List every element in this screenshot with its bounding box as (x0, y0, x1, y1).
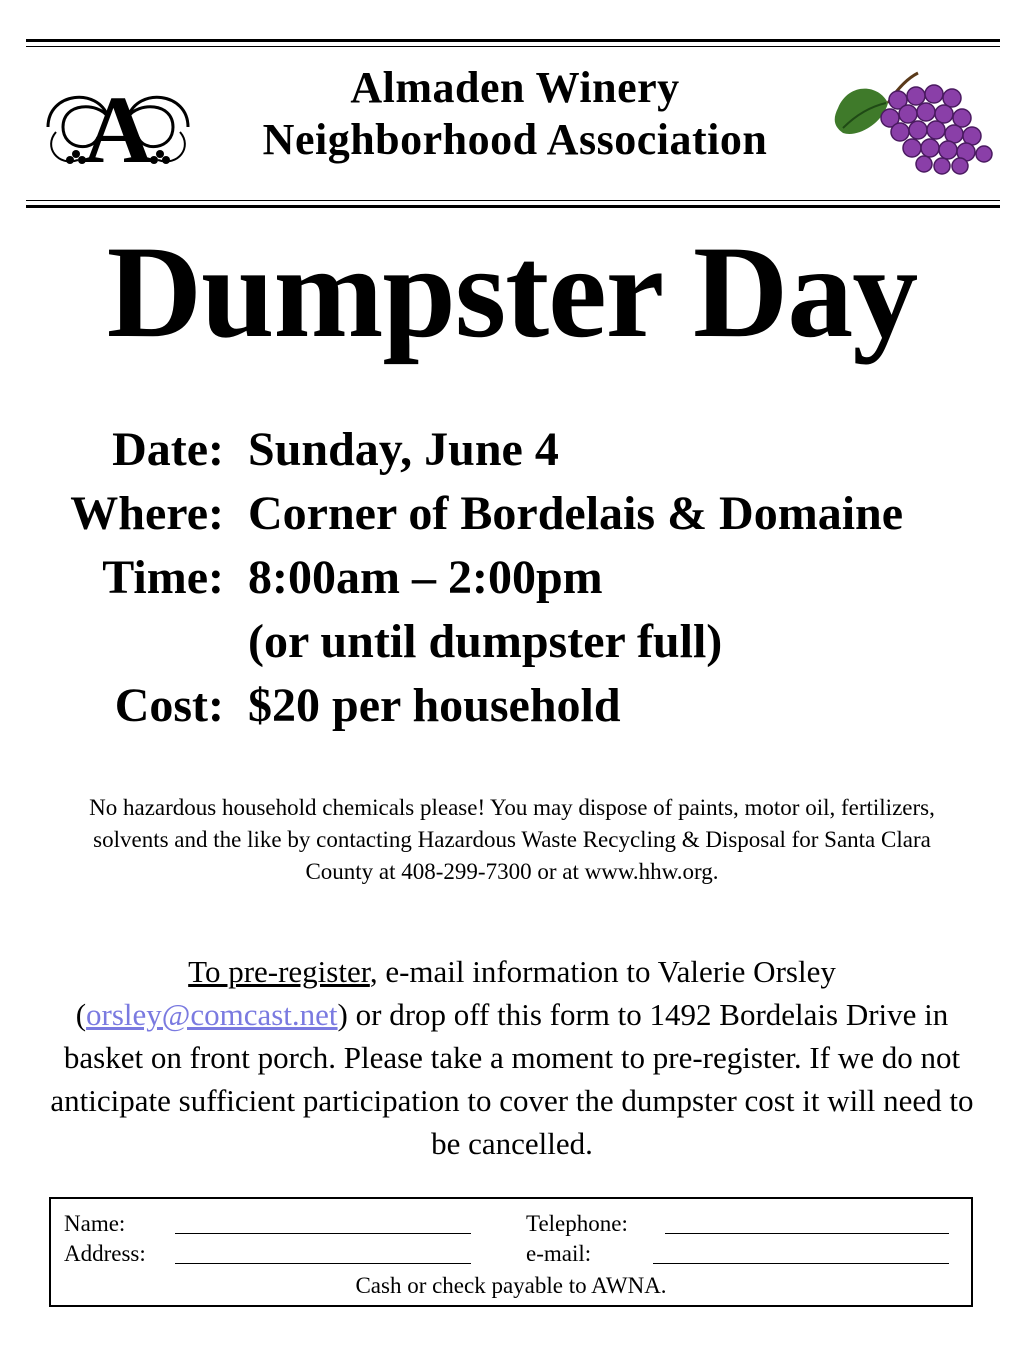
detail-row-date (0, 418, 1024, 482)
detail-label: Cost: (114, 679, 224, 732)
detail-value: Sunday, June 4 (248, 423, 559, 476)
detail-row-where (0, 482, 1024, 546)
org-name (205, 62, 825, 166)
preregister-paragraph (50, 950, 974, 1165)
detail-value: $20 per household (248, 679, 621, 732)
address-field[interactable] (175, 1263, 471, 1264)
detail-value: (or until dumpster full) (248, 615, 723, 668)
payment-note: Cash or check payable to AWNA. (355, 1273, 667, 1298)
detail-value: 8:00am – 2:00pm (248, 551, 603, 604)
preregister-lead: To pre-register (188, 954, 370, 989)
org-name-line1: Almaden Winery (350, 63, 680, 112)
association-logo-icon (38, 72, 198, 182)
email-label: e-mail: (526, 1241, 592, 1266)
detail-label: Time: (102, 551, 224, 604)
detail-label: Date: (112, 423, 224, 476)
preregister-text-2: ) or drop off this form to 1492 Bordelais Drive in basket on front porch. Please take a moment to pre-register. If we do not anticipate sufficient participation to cover the dumpster cost it will need to be cancelled. (50, 997, 974, 1161)
name-label: Name: (64, 1211, 126, 1236)
logo-letter: A (83, 76, 153, 182)
top-rule-thick (26, 39, 1000, 42)
detail-row-cost (0, 674, 1024, 738)
email-field[interactable] (653, 1263, 949, 1264)
detail-row-time (0, 546, 1024, 610)
detail-row-time-note (0, 610, 1024, 674)
header-rule-thin (26, 200, 1000, 201)
name-field[interactable] (175, 1233, 471, 1234)
org-name-line2: Neighborhood Association (262, 115, 768, 164)
preregister-text-1: , e-mail information to Valerie Orsley ( (75, 954, 836, 1032)
telephone-field[interactable] (665, 1233, 949, 1234)
address-label: Address: (64, 1241, 146, 1266)
hazardous-notice: No hazardous household chemicals please! You may dispose of paints, motor oil, fertilizers, solvents and the like by contacting Hazardous Waste Recycling & Disposal for Santa Clara County at 408-299-7300 or at www.hhw.org. (89, 795, 935, 884)
page-title: Dumpster Day (106, 218, 918, 365)
header-rule-thick (26, 205, 1000, 208)
event-details (0, 418, 1024, 738)
detail-value: Corner of Bordelais & Domaine (248, 487, 904, 540)
grapes-icon (828, 68, 993, 178)
email-link[interactable]: orsley@comcast.net (86, 997, 338, 1032)
telephone-label: Telephone: (526, 1211, 628, 1236)
detail-label: Where: (70, 487, 224, 540)
registration-form (49, 1197, 973, 1307)
top-rule-thin (26, 46, 1000, 47)
